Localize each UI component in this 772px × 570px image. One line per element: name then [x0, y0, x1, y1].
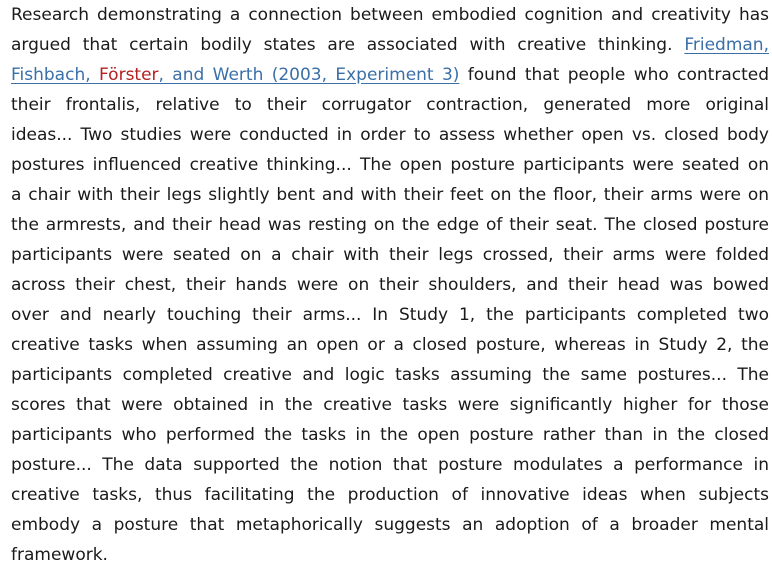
citation-link-friedman[interactable]: Friedman,: [684, 35, 769, 55]
paragraph-line: [11, 60, 769, 90]
paragraph-line: [11, 30, 769, 60]
paragraph-line: participants completed creative and logic tasks assuming the same postures... The: [11, 365, 769, 385]
document-body: [11, 0, 769, 570]
citation-link-separator[interactable]: ,: [85, 65, 99, 85]
paragraph-line: a chair with their legs slightly bent and with their feet on the floor, their arms were on: [11, 185, 769, 205]
paragraph-line: over and nearly touching their arms... In Study 1, the participants completed two: [11, 305, 769, 325]
paragraph-line-last: framework.: [11, 545, 108, 565]
paragraph-text: argued that certain bodily states are associated with creative thinking.: [11, 35, 685, 55]
paragraph-line: participants who performed the tasks in the open posture rather than in the closed: [11, 425, 769, 445]
paragraph-line: scores that were obtained in the creative tasks were significantly higher for those: [11, 395, 769, 415]
paragraph-line: creative tasks when assuming an open or a closed posture, whereas in Study 2, the: [11, 335, 769, 355]
citation-link-forster[interactable]: Förster: [99, 65, 159, 85]
paragraph-line: the armrests, and their head was resting on the edge of their seat. The closed posture: [11, 215, 769, 235]
paragraph-line: across their chest, their hands were on their shoulders, and their head was bowed: [11, 275, 769, 295]
citation-link-werth[interactable]: , and Werth (2003, Experiment 3): [158, 65, 460, 85]
paragraph-line: Research demonstrating a connection between embodied cognition and creativity has: [11, 5, 769, 25]
paragraph-line: postures influenced creative thinking... The open posture participants were seated on: [11, 155, 769, 175]
paragraph-line: their frontalis, relative to their corrugator contraction, generated more original: [11, 95, 769, 115]
paragraph-line: embody a posture that metaphorically suggests an adoption of a broader mental: [11, 515, 769, 535]
paragraph-line: posture... The data supported the notion that posture modulates a performance in: [11, 455, 769, 475]
citation-link-fishbach[interactable]: Fishbach: [11, 65, 86, 85]
paragraph-line: creative tasks, thus facilitating the production of innovative ideas when subjects: [11, 485, 769, 505]
paragraph-line: ideas... Two studies were conducted in order to assess whether open vs. closed body: [11, 125, 769, 145]
paragraph-line: participants were seated on a chair with their legs crossed, their arms were folded: [11, 245, 769, 265]
paragraph-text: found that people who contracted: [459, 65, 770, 85]
